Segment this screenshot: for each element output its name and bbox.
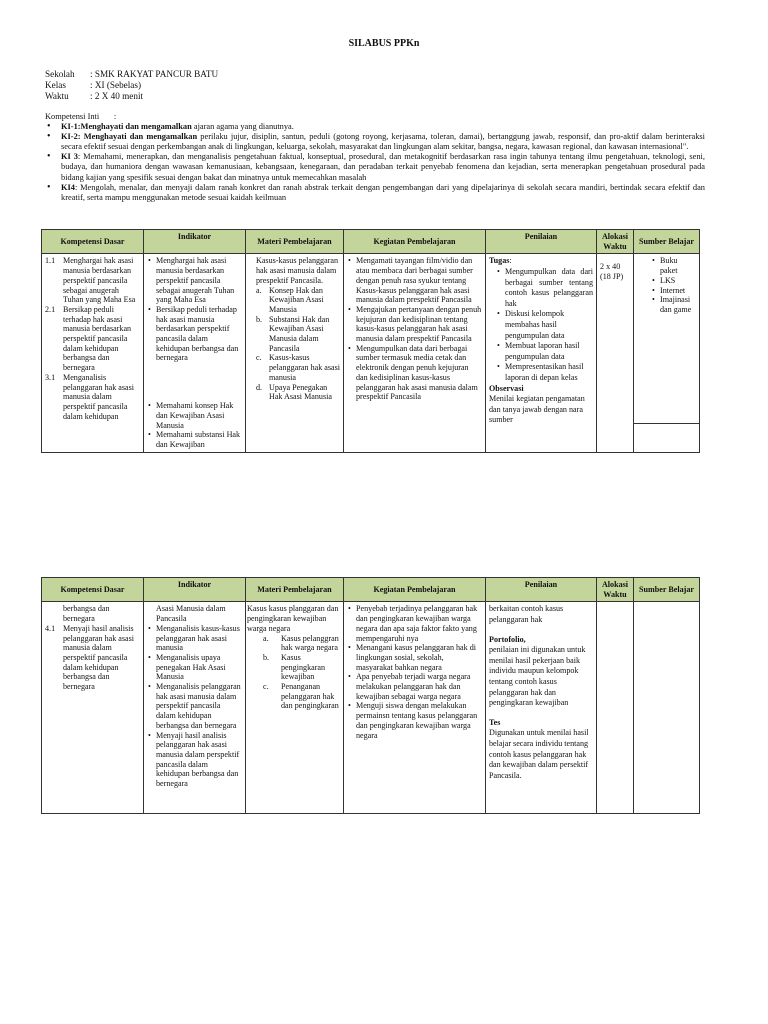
meta-value: : XI (Sebelas)	[90, 79, 142, 90]
list-item: • Menganalisis upaya penegakan Hak Asasi Manusia	[156, 653, 242, 682]
ki-label: KI-2: Menghayati dan mengamalkan	[61, 132, 198, 142]
list-item: • Buku paket	[660, 256, 696, 275]
kd-item	[45, 373, 140, 422]
kegiatan-list	[347, 256, 482, 402]
meta-label: Waktu	[45, 90, 69, 101]
kd-number: 4.1	[45, 623, 56, 633]
kd-text: Menyaji hasil analisis pelanggaran hak asasi manusia dalam perspektif pancasila dalam kehidupan berbangsa dan bernegara	[63, 623, 135, 692]
list-item: • Menguji siswa dengan melakukan permainsn tentang kasus pelanggaran dan pengingkaran kewajiban warga negara	[356, 701, 482, 740]
ki-text: : Mengolah, menalar, dan menyaji dalam ranah konkret dan ranah abstrak terkait dengan pengembangan dari yang dipelajarinya di sekolah secara mandiri, bertindak secara efektif dan kreatif, serta mampu menggunakan metode sesuai kaidah keilmuan	[61, 182, 705, 202]
list-item: • Mengajukan pertanyaan dengan penuh kejujuran dan kedisiplinan tentang kasus-kasus pelanggaran hak asasi manusia dalam prespektif Pancasila	[356, 305, 482, 344]
ki-text: perilaku jujur, disiplin, santun, peduli (gotong royong, kerjasama, toleran, damai), bertanggung jawab, responsif, dan pro-aktif dalam berinteraksi secara efektif sesuai dengan perkembangan anak di lingkungan, keluarga, sekolah, masyarakat dan lingkungan alam sekitar, bangsa, negara, kawasan regional, dan kawasan internasional".	[61, 132, 705, 152]
penilaian-list	[489, 267, 593, 384]
alokasi-value: 2 x 40	[600, 262, 621, 272]
list-item: • Penyebab terjadinya pelanggaran hak dan pengingkaran kewajiban warga negara dan apa saja faktor fakto yang mempengaruhi nya	[356, 604, 482, 643]
list-item: • Imajinasi dan game	[660, 295, 696, 314]
list-item: • Mengumpulkan data dari berbagai sumber termasuk media cetak dan elektronik dengan penuh kejujuran dan kedisiplinan kasus-kasus pelanggaran hak asasi manusia dalam prespektif Pancasila	[356, 344, 482, 402]
list-item: • Mengumpulkan data dari berbagai sumber tentang contoh kasus pelanggaran hak	[505, 267, 593, 309]
ki-item	[61, 122, 705, 132]
kd-text: Bersikap peduli terhadap hak asasi manusia berdasarkan perspektif pancasila dalam kehidupan berbangsa dan bernegara	[63, 304, 132, 373]
penilaian-observasi-text: Menilai kegiatan pengamatan dan tanya jawab dengan nara sumber	[489, 394, 585, 425]
column-header: Indikator	[144, 578, 246, 602]
list-text: Kasus pelanggran hak warga negara	[281, 633, 339, 653]
kd-item	[45, 256, 140, 305]
penilaian-heading: Tugas:	[489, 256, 512, 266]
penilaian-cell	[486, 602, 597, 814]
materi-cell	[246, 602, 344, 814]
column-header: Materi Pembelajaran	[246, 230, 344, 254]
materi-intro: Kasus-kasus pelanggaran hak asasi manusia dalam prespektif Pancasila.	[256, 256, 339, 285]
list-item: • Menangani kasus pelanggaran hak di lingkungan sosial, sekolah, masyarakat bahkan negara	[356, 643, 482, 672]
column-header: Indikator	[144, 230, 246, 254]
kegiatan-list	[347, 604, 482, 740]
table-header-row	[42, 578, 700, 602]
list-item: • Membuat laporan hasil pengumpulan data	[505, 341, 593, 362]
table-header-row	[42, 230, 700, 254]
column-header: Alokasi Waktu	[597, 230, 634, 254]
ki-heading: Kompetensi Inti :	[45, 112, 117, 121]
list-item	[263, 652, 340, 682]
list-marker: d.	[256, 382, 263, 392]
sumber-list	[651, 256, 696, 314]
list-item	[263, 682, 340, 711]
column-header: Sumber Belajar	[634, 230, 700, 254]
list-marker: b.	[256, 314, 263, 324]
list-item: • Menganalisis pelanggaran hak asasi manusia dalam perspektif pancasila dalam kehidupan berbangsa dan bernegara	[156, 682, 242, 731]
column-header: Sumber Belajar	[634, 578, 700, 602]
syllabus-table-1	[41, 229, 700, 453]
list-item: • Memahami substansi Hak dan Kewajiban	[156, 430, 242, 449]
column-header: Kompetensi Dasar	[42, 230, 144, 254]
list-text: Upaya Penegakan Hak Asasi Manusia	[269, 382, 332, 402]
kd-text: Menghargai hak asasi manusia berdasarkan perspektif pancasila sebagai anugerah Tuhan yang Maha Esa	[63, 256, 136, 305]
list-marker: a.	[263, 633, 269, 643]
meta-sekolah	[45, 69, 218, 80]
kd-number: 2.1	[45, 304, 56, 314]
alokasi-cell	[597, 254, 634, 452]
penilaian-intro: berkaitan contoh kasus pelanggaran hak	[489, 604, 564, 624]
list-item: • Apa penyebab terjadi warga negara melakukan pelanggaran hak dan kewajiban sebagai warga negara	[356, 672, 482, 701]
ki-item	[61, 152, 705, 182]
list-text: Substansi Hak dan Kewajiban Asasi Manusia dalam Pancasila	[269, 314, 330, 353]
kd-number: 3.1	[45, 372, 56, 382]
indikator-list	[147, 256, 242, 363]
table-row	[42, 254, 700, 452]
list-marker: a.	[256, 285, 262, 295]
portofolio-text: penilaian ini digunakan untuk menilai hasil pekerjaan baik individu maupun kelompok tentang contoh kasus pelanggaran hak dan pengingkaran kewajiban	[489, 645, 586, 708]
list-item	[256, 285, 340, 315]
column-header: Penilaian	[486, 578, 597, 602]
ki-item	[61, 183, 705, 203]
list-item: • Menghargai hak asasi manusia berdasarkan perspektif pancasila sebagai anugerah Tuhan yang Maha Esa	[156, 256, 242, 305]
indikator-list	[147, 624, 242, 789]
list-item	[256, 353, 341, 382]
list-text: Konsep Hak dan Kewajiban Asasi Manusia	[269, 285, 324, 314]
kegiatan-cell	[344, 254, 486, 452]
document-title: SILABUS PPKn	[348, 38, 420, 49]
column-header: Kegiatan Pembelajaran	[344, 230, 486, 254]
list-item	[256, 314, 340, 354]
list-marker: c.	[263, 682, 269, 692]
materi-list	[256, 286, 340, 402]
list-marker: c.	[256, 353, 262, 363]
list-text: Kasus-kasus pelanggaran hak asasi manusia	[269, 353, 341, 382]
column-header: Kegiatan Pembelajaran	[344, 578, 486, 602]
indikator-list	[147, 401, 242, 450]
ki-list	[45, 122, 705, 203]
list-item: • LKS	[660, 276, 696, 286]
penilaian-observasi-label: Observasi	[489, 383, 524, 393]
indikator-continuation: Asasi Manusia dalam Pancasila	[156, 604, 226, 624]
tes-text: Digunakan untuk menilai hasil belajar secara individu tentang contoh kasus pelanggaran hak dan kewajiban dalam persektif Pancasila.	[489, 728, 589, 780]
list-item: • Memahami konsep Hak dan Kewajiban Asasi Manusia	[156, 401, 242, 430]
column-header: Penilaian	[486, 230, 597, 254]
meta-waktu	[45, 91, 218, 102]
ki-text: ajaran agama yang dianutnya.	[191, 122, 294, 132]
ki-text: : Memahami, menerapkan, dan menganalisis pengetahuan faktual, konseptual, prosedural, dan metakognitif berdasarkan rasa ingin tahunya tentang ilmu pengetahuan, teknologi, seni, budaya, dan humaniora dengan wawasan kemanusiaan, kebangsaan, kenegaraan, dan peradaban terkait penyebab fenomena dan kejadian, serta menerapkan pengetahuan prosedural pada bidang kajian yang spesifik sesuai dengan bakat dan minatnya untuk memecahkan masalah	[61, 152, 705, 182]
alokasi-cell	[597, 602, 634, 814]
meta-label: Sekolah	[45, 69, 75, 79]
list-text: Penanganan pelanggaran hak dan pengingkaran	[281, 682, 339, 711]
kd-number: 1.1	[45, 256, 56, 266]
kd-cell	[42, 602, 144, 814]
tes-heading: Tes	[489, 717, 501, 727]
list-marker: b.	[263, 652, 270, 662]
penilaian-cell	[486, 254, 597, 452]
sumber-cell	[634, 602, 700, 814]
school-meta	[45, 69, 218, 101]
list-item: • Bersikap peduli terhadap hak asasi manusia berdasarkan perspektif pancasila dalam kehidupan berbangsa dan bernegara	[156, 305, 242, 363]
list-text: Kasus pengingkaran kewajiban	[281, 652, 326, 682]
alokasi-value: (18 JP)	[600, 272, 624, 282]
list-item: • Diskusi kelompok membahas hasil pengumpulan data	[505, 309, 593, 341]
list-item: • Menganalisis kasus-kasus pelanggaran hak asasi manusia	[156, 624, 242, 653]
meta-value: : 2 X 40 menit	[90, 90, 144, 101]
column-header: Materi Pembelajaran	[246, 578, 344, 602]
sumber-cell	[634, 254, 700, 452]
ki-item	[61, 132, 705, 152]
kd-continuation: berbangsa dan bernegara	[63, 604, 110, 624]
column-header: Kompetensi Dasar	[42, 578, 144, 602]
kd-item	[45, 305, 140, 373]
kd-text: Menganalisis pelanggaran hak asasi manusia dalam perspektif pancasila dalam kehidupan	[63, 372, 135, 421]
meta-kelas	[45, 80, 218, 91]
portofolio-heading: Portofolio,	[489, 634, 526, 644]
kd-cell	[42, 254, 144, 452]
ki-label: KI4	[61, 182, 75, 192]
ki-label: KI-1:Menghayati dan mengamalkan	[61, 122, 192, 132]
list-item	[256, 382, 340, 402]
list-item: • Menyaji hasil analisis pelanggaran hak asasi manusia dalam perspektif pancasila dalam kehidupan berbangsa dan bernegara	[156, 731, 242, 789]
indikator-cell	[144, 602, 246, 814]
materi-cell	[246, 254, 344, 452]
materi-intro: Kasus kasus planggaran dan pengingkaran kewajiban warga negara	[247, 604, 339, 633]
kegiatan-cell	[344, 602, 486, 814]
materi-list	[247, 634, 340, 712]
column-header: Alokasi Waktu	[597, 578, 634, 602]
ki-label: KI 3	[61, 152, 78, 162]
penilaian-tugas-label: Tugas	[489, 256, 510, 266]
meta-value: : SMK RAKYAT PANCUR BATU	[90, 69, 219, 79]
syllabus-table-2	[41, 577, 700, 814]
list-item	[263, 633, 340, 653]
meta-label: Kelas	[45, 79, 66, 90]
table-row	[42, 602, 700, 814]
list-item: • Internet	[660, 286, 696, 296]
list-item: • Mempresentasikan hasil laporan di depan kelas	[505, 362, 593, 383]
kd-item	[45, 624, 140, 692]
indikator-cell	[144, 254, 246, 452]
kompetensi-inti	[45, 112, 705, 203]
list-item: • Mengamati tayangan film/vidio dan atau membaca dari berbagai sumber dengan penuh rasa syukur tentang Kasus-kasus pelanggaran hak asasi manusia dalam prespektif Pancasila	[356, 256, 482, 305]
